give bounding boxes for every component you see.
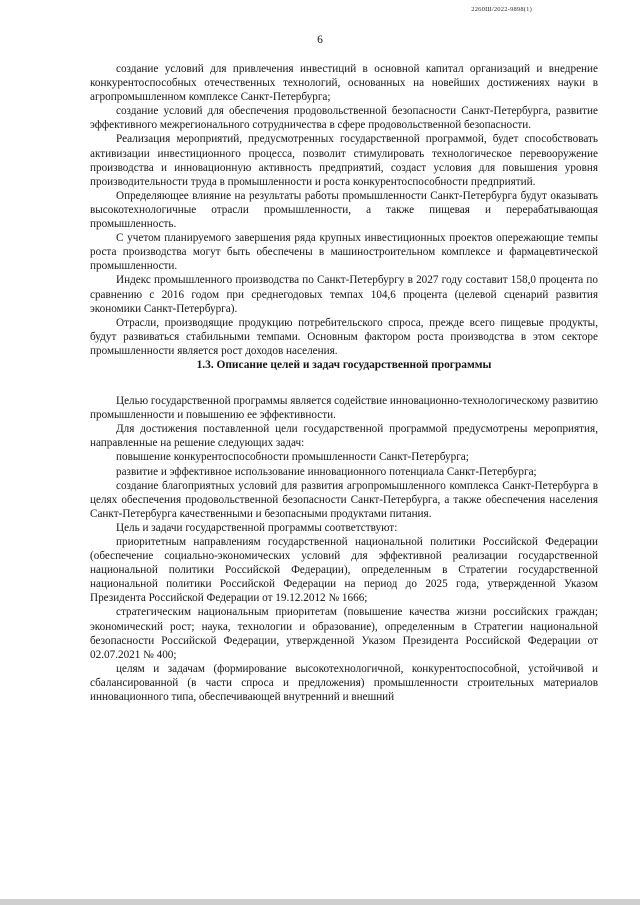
list-item: создание благоприятных условий для развития агропромышленного комплекса Санкт-Петербурга в целях обеспечения продовольственной безопасности Санкт-Петербурга, а также обеспечения населения Санкт-Петербурга качественными и безопасными продуктами питания. [90,479,598,520]
paragraph: С учетом планируемого завершения ряда крупных инвестиционных проектов опережающие темпы роста производства могут быть обеспечены в машиностроительном комплексе и фармацевтической промышленности. [90,232,598,273]
page-number: 6 [317,34,323,46]
document-body [90,62,598,704]
scan-edge [0,899,640,905]
paragraph: Цель и задачи государственной программы соответствуют: [116,521,398,534]
list-item: приоритетным направлениям государственной национальной политики Российской Федерации (обеспечение социально-экономических условий для эффективной реализации государственной национальной политики Российской Федерации), определенным в Стратегии государственной национальной политики Российской Федерации на период до 2025 года, утвержденной Указом Президента Российской Федерации от 19.12.2012 № 1666; [90,536,598,605]
list-item: повышение конкурентоспособности промышленности Санкт-Петербурга; [116,451,469,464]
list-item: целям и задачам (формирование высокотехнологичной, конкурентоспособной, устойчивой и сбалансированной (в части спроса и предложения) промышленности строительных материалов инновационного типа, обеспечивающей внутренний и внешний [90,662,598,704]
paragraph: Реализация мероприятий, предусмотренных государственной программой, будет способствовать активизации инвестиционного процесса, позволит стимулировать технологическое перевооружение производства и инновационную активность предприятий, создаст условия для повышения уровня производительности труда в промышленности и роста конкурентоспособности предприятий. [90,133,598,188]
list-item: стратегическим национальным приоритетам (повышение качества жизни российских граждан; экономический рост; наука, технологии и образование), определенным в Стратегии национальной безопасности Российской Федерации, утвержденной Указом Президента Российской Федерации от 02.07.2021 № 400; [90,606,598,661]
section-heading: 1.3. Описание целей и задач государственной программы [196,358,492,371]
paragraph: Отрасли, производящие продукцию потребительского спроса, прежде всего пищевые продукты, будут развиваться стабильными темпами. Основным фактором роста производства в этом секторе промышленности является рост доходов населения. [90,316,598,357]
paragraph: создание условий для обеспечения продовольственной безопасности Санкт-Петербурга, развитие эффективного межрегионального сотрудничества в сфере продовольственной безопасности. [90,105,598,132]
paragraph: Определяющее влияние на результаты работы промышленности Санкт-Петербурга будут оказывать высокотехнологичные отрасли промышленности, а также пищевая и перерабатывающая промышленность. [90,189,598,231]
list-item: развитие и эффективное использование инновационного потенциала Санкт-Петербурга; [116,465,537,478]
paragraph: Для достижения поставленной цели государственной программой предусмотрены мероприятия, направленные на решение следующих задач: [90,423,598,450]
paragraph: Индекс промышленного производства по Санкт-Петербургу в 2027 году составит 158,0 процента по сравнению с 2016 годом при среднегодовых темпах 104,6 процента (целевой сценарий развития экономики Санкт-Петербурга). [90,274,598,315]
paragraph: создание условий для привлечения инвестиций в основной капитал организаций и внедрение конкурентоспособных отечественных технологий, основанных на новейших достижениях науки в агропромышленном комплексе Санкт-Петербурга; [90,63,598,104]
paragraph: Целью государственной программы является содействие инновационно-технологическому развитию промышленности и повышению ее эффективности. [90,395,598,422]
document-id: 2260Ш/2022-9898(1) [471,6,532,13]
